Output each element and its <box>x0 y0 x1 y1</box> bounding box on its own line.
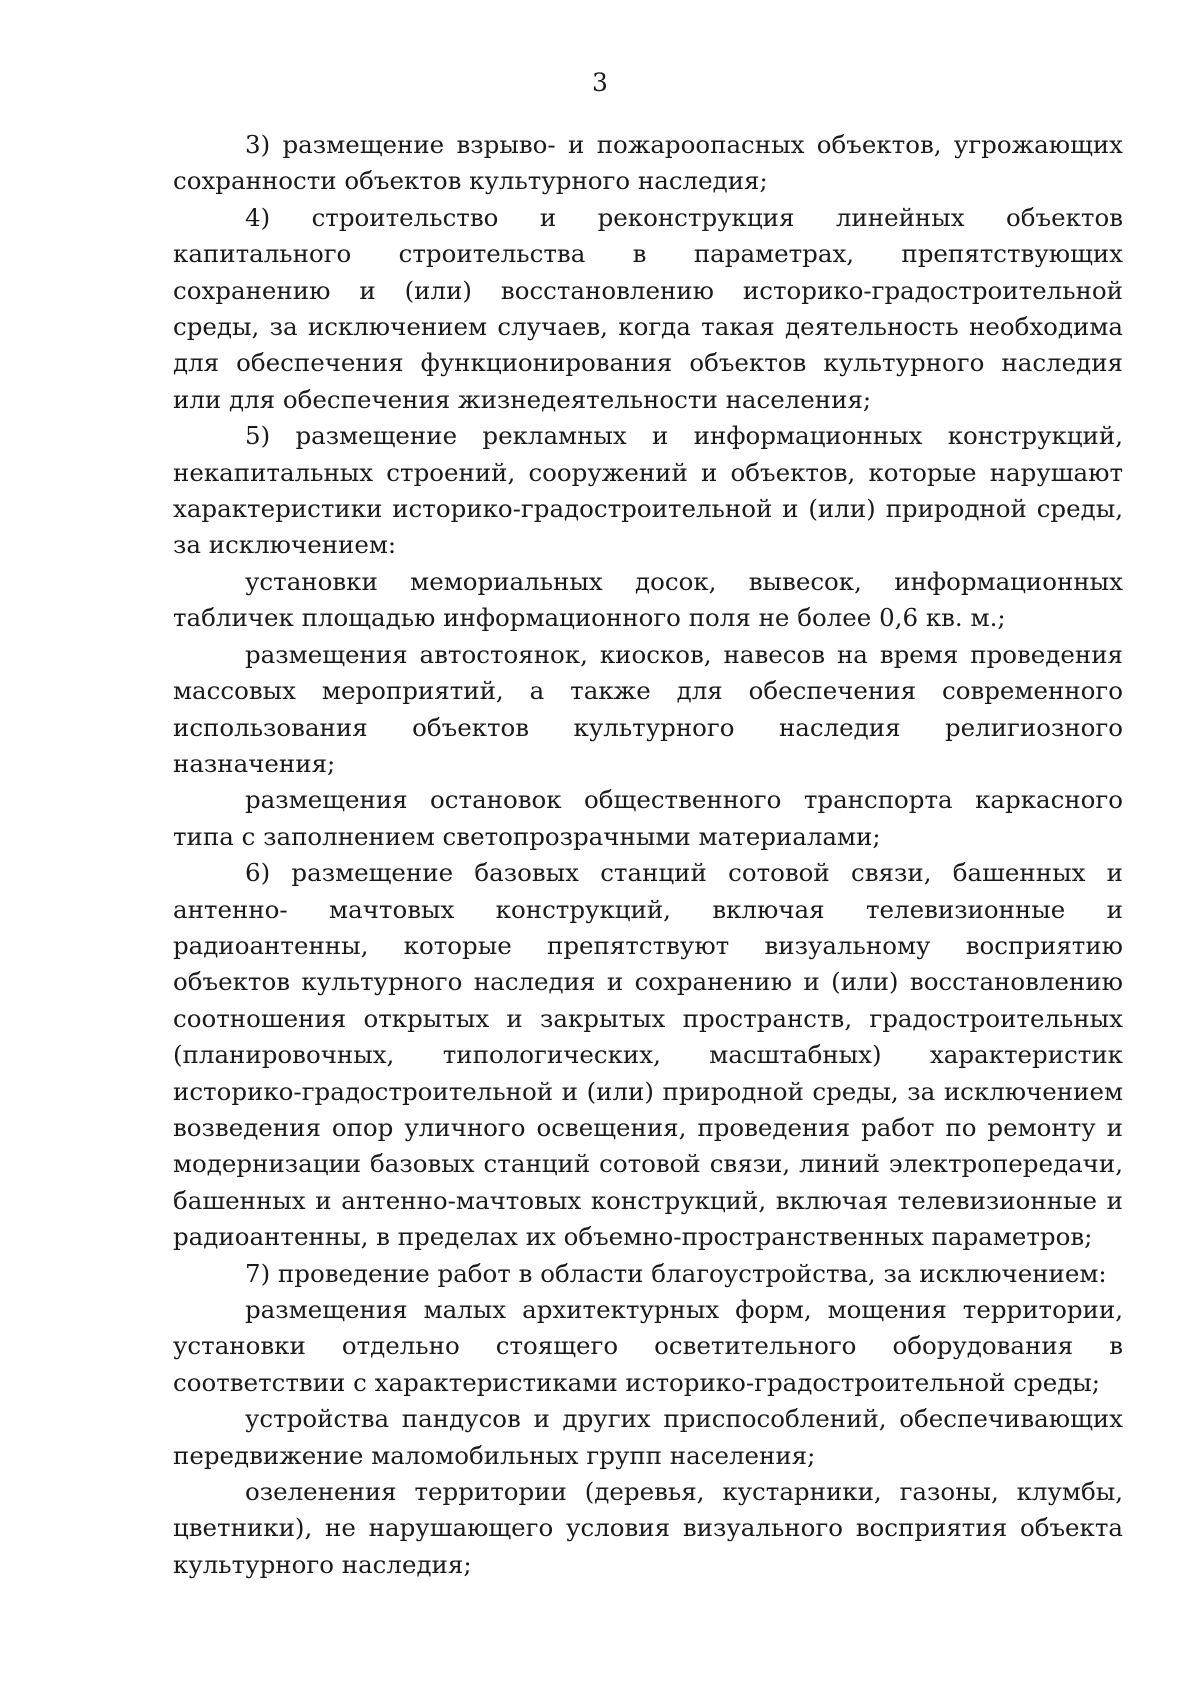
paragraph-item-4: 4) строительство и реконструкция линейных объектов капитального строительства в параметрах, препятствующих сохранению и (или) восстановлению историко-градостроительной среды, за исключением случаев, когда такая деятельность необходима для обеспечения функционирования объектов культурного наследия или для обеспечения жизнедеятельности населения; <box>173 202 1123 414</box>
paragraph-subitem-memorial-plaques: установки мемориальных досок, вывесок, информационных табличек площадью информационного поля не более 0,6 кв. м.; <box>173 566 1123 633</box>
paragraph-subitem-ramps: устройства пандусов и других приспособлений, обеспечивающих передвижение маломобильных групп населения; <box>173 1404 1123 1470</box>
paragraph-item-5: 5) размещение рекламных и информационных конструкций, некапитальных строений, сооружений и объектов, которые нарушают характеристики историко-градостроительной и (или) природной среды, за исключением: <box>173 421 1123 560</box>
paragraph-subitem-landscaping: озеленения территории (деревья, кустарники, газоны, клумбы, цветники), не нарушающего условия визуального восприятия объекта культурного наследия; <box>173 1477 1123 1579</box>
paragraph-subitem-parking-kiosks: размещения автостоянок, киосков, навесов на время проведения массовых мероприятий, а также для обеспечения современного использования объектов культурного наследия религиозного назначения; <box>173 639 1123 778</box>
paragraph-subitem-transit-stops: размещения остановок общественного транспорта каркасного типа с заполнением светопрозрачными материалами; <box>173 785 1123 851</box>
paragraph-item-7: 7) проведение работ в области благоустройства, за исключением: <box>245 1258 1107 1288</box>
paragraph-item-6: 6) размещение базовых станций сотовой связи, башенных и антенно- мачтовых конструкций, включая телевизионные и радиоантенны, которые препятствуют визуальному восприятию объектов культурного наследия и сохранению и (или) восстановлению соотношения открытых и закрытых пространств, градостроительных (планировочных, типологических, масштабных) характеристик историко-градостроительной и (или) природной среды, за исключением возведения опор уличного освещения, проведения работ по ремонту и модернизации базовых станций сотовой связи, линий электропередачи, башенных и антенно-мачтовых конструкций, включая телевизионные и радиоантенны, в пределах их объемно-пространственных параметров; <box>173 858 1123 1252</box>
page-number: 3 <box>592 68 608 97</box>
document-body <box>173 127 1123 1583</box>
paragraph-item-3: 3) размещение взрыво- и пожароопасных объектов, угрожающих сохранности объектов культурного наследия; <box>173 130 1123 196</box>
paragraph-subitem-small-forms: размещения малых архитектурных форм, мощения территории, установки отдельно стоящего осветительного оборудования в соответствии с характеристиками историко-градостроительной среды; <box>173 1295 1123 1397</box>
